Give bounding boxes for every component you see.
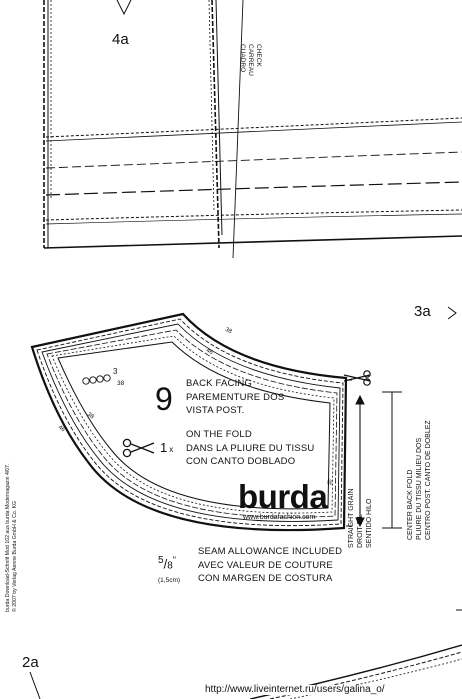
seam-line-fr: AVEC VALEUR DE COUTURE [198, 559, 333, 571]
fold-line-fr: DANS LA PLIURE DU TISSU [186, 442, 315, 454]
center-fold-text [406, 420, 433, 540]
watermark: http://www.liveinternet.ru/users/galina_o/ [205, 684, 385, 695]
center-fold-arrow [382, 392, 402, 528]
notch-beads [83, 375, 110, 384]
seam-fraction: $^5$/8" [158, 555, 176, 572]
cut-count-mark: x [169, 445, 174, 454]
seam-metric: (1,5cm) [158, 577, 181, 584]
piece-2a-label: 2a [22, 654, 39, 671]
check-line-1: CHECK [255, 44, 262, 67]
fraction-unit: " [172, 555, 176, 565]
check-line-2: CARREAU [247, 44, 254, 76]
registered-mark: ® [327, 480, 332, 487]
scissors-icon [344, 371, 370, 385]
size-46-side: 46 [56, 424, 66, 434]
notch-38-label: 38 [117, 380, 125, 387]
size-38-side: 38 [85, 411, 95, 421]
piece-4a-label: 4a [112, 31, 129, 48]
center-fold-line-es: CENTRO POST. CANTO DE DOBLEZ [425, 420, 432, 540]
copyright-line-2: © 2007 by Verlag Aenne Burda GmbH & Co. KG [11, 500, 18, 612]
check-line-3: CUADRO [239, 44, 246, 73]
cut-count-number: 1 [160, 440, 168, 455]
size-46-top: 46 [204, 347, 214, 357]
check-label [238, 44, 262, 76]
fraction-denominator: 8 [167, 560, 173, 572]
seam-line-en: SEAM ALLOWANCE INCLUDED [198, 546, 343, 557]
piece-3a-label: 3a [414, 303, 431, 320]
website-link[interactable]: www.burdafashion.com [243, 514, 316, 521]
fold-block [186, 428, 315, 469]
grain-text [347, 489, 374, 548]
center-fold-line-en: CENTER BACK FOLD [407, 469, 414, 540]
piece-4a-outline [44, 0, 462, 258]
piece-name-block [186, 377, 284, 418]
grain-line-fr: DROIT FIL [357, 514, 364, 548]
fold-line-en: ON THE FOLD [186, 429, 252, 440]
piece-name-es: VISTA POST. [186, 405, 245, 416]
seam-block [198, 545, 342, 586]
copyright-block [5, 463, 18, 612]
grain-line-en: STRAIGHT GRAIN [348, 488, 355, 548]
copyright-line-1: burda Download-Schnitt Mod 102 aus burda Modemagazin 4/07. [5, 463, 11, 612]
piece-name-fr: PAREMENTURE DOS [186, 391, 285, 403]
burda-logo [238, 480, 332, 513]
seam-line-es: CON MARGEN DE COSTURA [198, 573, 333, 584]
notch-3-label: 3 [113, 367, 118, 376]
cut-count [160, 441, 173, 454]
piece-number: 9 [155, 381, 173, 417]
piece-3a-notch [448, 307, 456, 319]
fold-line-es: CON CANTO DOBLADO [186, 456, 296, 467]
piece-name-en: BACK FACING [186, 378, 253, 389]
size-38-top: 38 [223, 326, 233, 336]
cut-scissors-icon [123, 439, 154, 456]
burda-logo-text: burda [238, 478, 328, 515]
center-fold-line-fr: PLIURE DU TISSU MILIEU DOS [416, 437, 423, 540]
grain-line-es: SENTIDO HILO [366, 498, 373, 548]
fraction-numerator: 5 [158, 555, 164, 566]
